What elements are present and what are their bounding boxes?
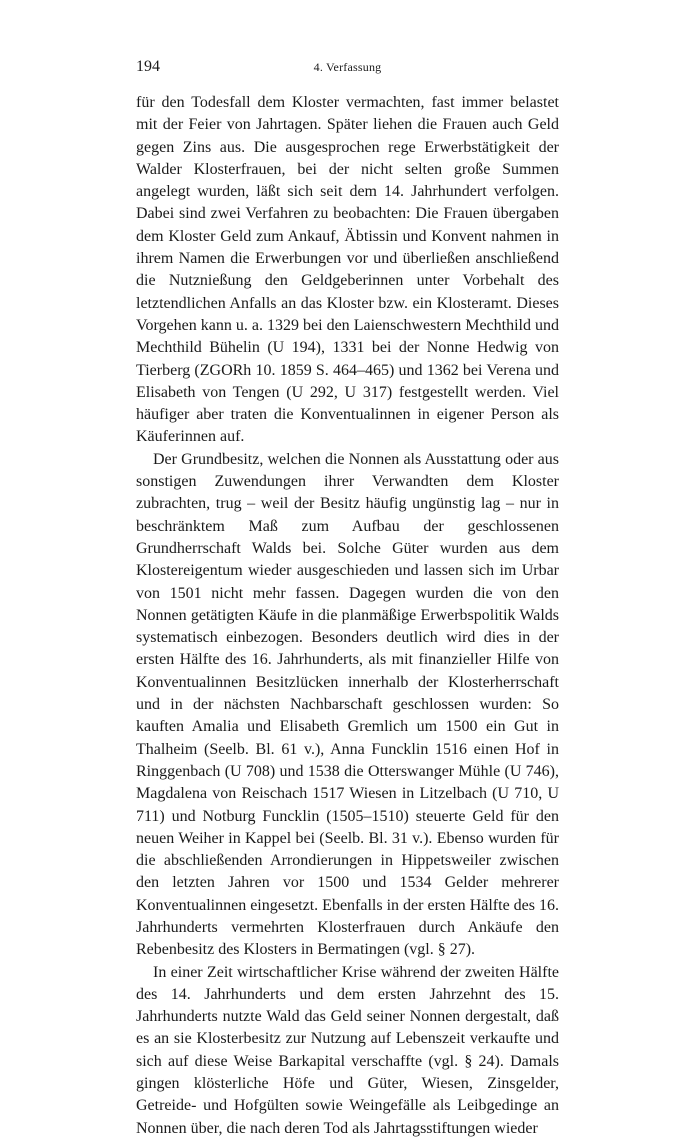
paragraph: für den Todesfall dem Kloster vermachten, fast immer belastet mit der Feier von Jahrtagen. Später liehen die Frauen auch Geld gegen Zins aus. Die ausgesprochen rege Erwerbstätigkeit der Walder Klosterfrauen, bei der nicht selten große Summen angelegt wurden, läßt sich seit dem 14. Jahrhundert verfolgen. Dabei sind zwei Verfahren zu beobachten: Die Frauen übergaben dem Kloster Geld zum Ankauf, Äbtissin und Konvent nahmen in ihrem Namen die Erwerbungen vor und überließen anschließend die Nutznießung den Geldgeberinnen unter Vorbehalt des letztendlichen Anfalls an das Kloster bzw. ein Klosteramt. Dieses Vorgehen kann u. a. 1329 bei den Laienschwestern Mechthild und Mechthild Bühelin (U 194), 1331 bei der Nonne Hedwig von Tierberg (ZGORh 10. 1859 S. 464–465) und 1362 bei Verena und Elisabeth von Tengen (U 292, U 317) festgestellt werden. Viel häufiger aber traten die Konventualinnen in eigener Person als Käuferinnen auf. [136, 94, 559, 446]
running-head [136, 58, 559, 80]
paragraph: In einer Zeit wirtschaftlicher Krise während der zweiten Hälfte des 14. Jahrhunderts und dem ersten Jahrzehnt des 15. Jahrhunderts nutzte Wald das Geld seiner Nonnen dergestalt, daß es an sie Klosterbesitz zur Nutzung auf Lebenszeit verkaufte und sich auf diese Weise Barkapital verschaffte (vgl. § 24). Damals gingen klösterliche Höfe und Güter, Wiesen, Zinsgelder, Getreide- und Hofgülten sowie Weingefälle als Leibgedinge an Nonnen über, die nach deren Tod als Jahrtagsstiftungen wieder [136, 963, 559, 1137]
paragraph: Der Grundbesitz, welchen die Nonnen als Ausstattung oder aus sonstigen Zuwendungen ihrer Verwandten dem Kloster zubrachten, trug – weil der Besitz häufig ungünstig lag – nur in beschränktem Maß zum Aufbau der geschlossenen Grundherrschaft Walds bei. Solche Güter wurden aus dem Klostereigentum wieder ausgeschieden und lassen sich im Urbar von 1501 nicht mehr fassen. Dagegen wurden die von den Nonnen getätigten Käufe in die planmäßige Erwerbspolitik Walds systematisch einbezogen. Besonders deutlich wird dies in der ersten Hälfte des 16. Jahrhunderts, als mit finanzieller Hilfe von Konventualinnen Besitzlücken innerhalb der Klosterherrschaft und in der nächsten Nachbarschaft geschlossen wurden: So kauften Amalia und Elisabeth Gremlich um 1500 ein Gut in Thalheim (Seelb. Bl. 61 v.), Anna Funcklin 1516 einen Hof in Ringgenbach (U 708) und 1538 die Otterswanger Mühle (U 746), Magdalena von Reischach 1517 Wiesen in Litzelbach (U 710, U 711) und Notburg Funcklin (1505–1510) steuerte Geld für den neuen Weiher in Kappel bei (Seelb. Bl. 31 v.). Ebenso wurden für die abschließenden Arrondierungen in Hippetsweiler zwischen den letzten Jahren vor 1500 und 1534 Gelder mehrerer Konventualinnen eingesetzt. Ebenfalls in der ersten Hälfte des 16. Jahrhunderts vermehrten Klosterfrauen durch Ankäufe den Rebenbesitz des Klosters in Bermatingen (vgl. § 27). [136, 450, 559, 959]
page-number: 194 [136, 58, 160, 75]
chapter-title: 4. Verfassung [313, 60, 382, 74]
body-text [136, 92, 559, 1140]
book-page [136, 58, 559, 1140]
